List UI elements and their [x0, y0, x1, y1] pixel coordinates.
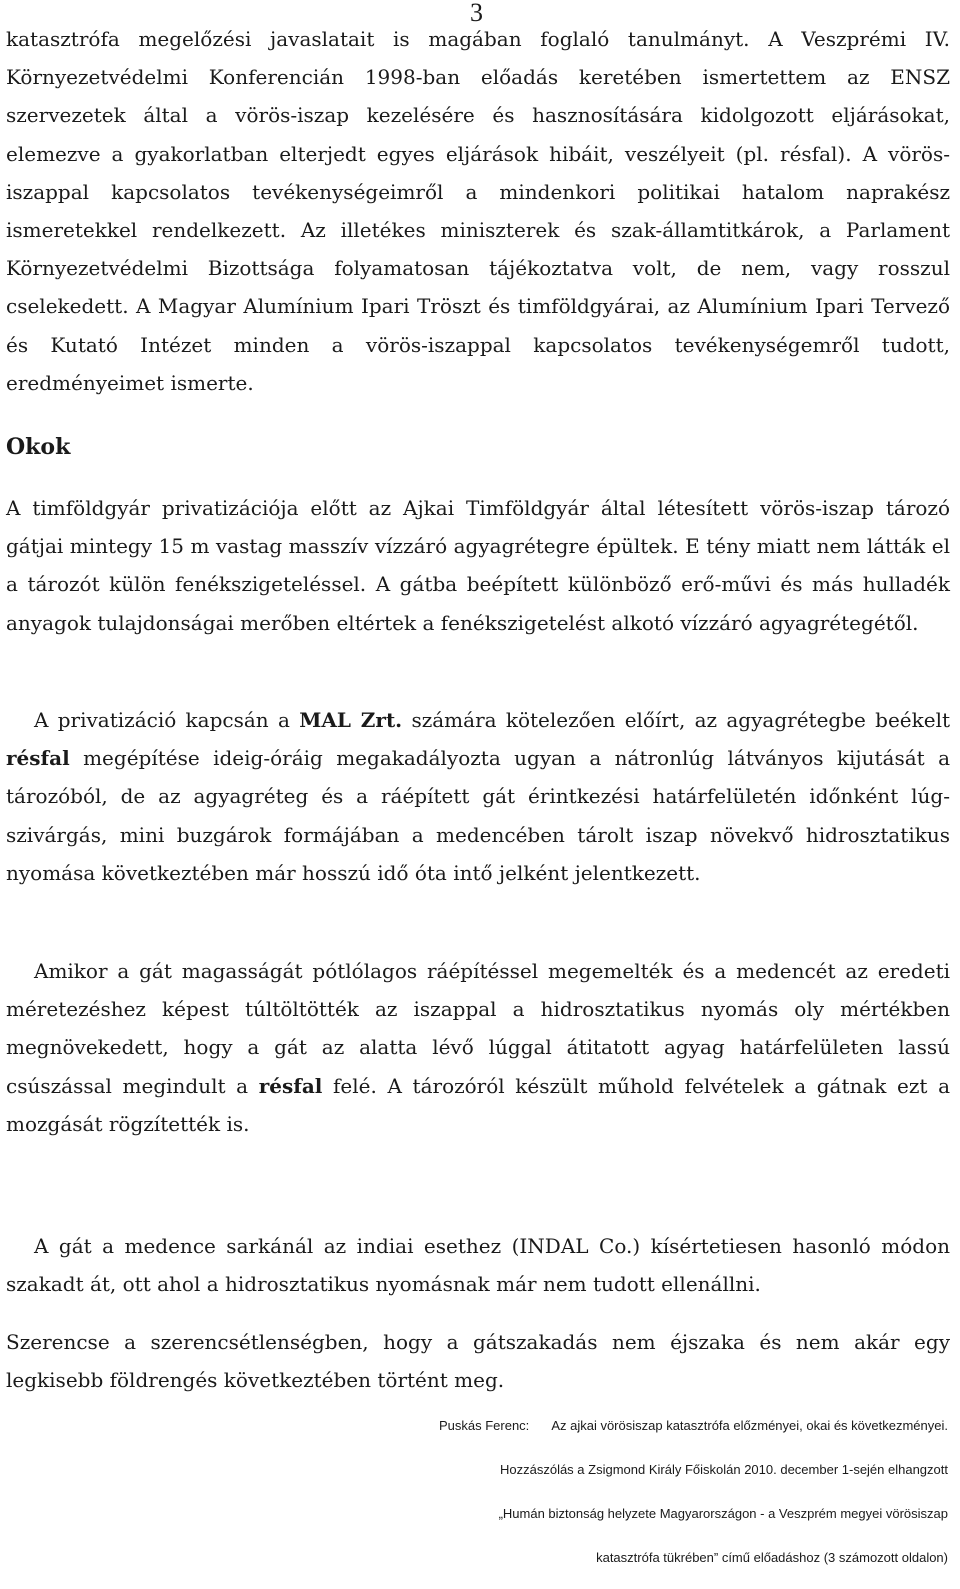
term-resfal: résfal	[6, 746, 70, 771]
intro-paragraph	[6, 20, 950, 402]
page-number: 3	[470, 0, 483, 27]
paragraph-dam-failure	[6, 1227, 950, 1303]
section-heading: Okok	[6, 434, 71, 460]
footer-author: Puskás Ferenc:	[438, 1418, 530, 1433]
footer-citation-line-4: katasztrófa tükrében” című előadáshoz (3 számozott oldalon)	[596, 1550, 948, 1565]
term-resfal: résfal	[258, 1073, 323, 1098]
paragraph-text: számára kötelezően előírt, az agyagrétegbe beékelt	[411, 708, 950, 732]
company-name: MAL Zrt.	[299, 708, 403, 732]
paragraph-text: Amikor a gát magasságát pótlólagos ráépítéssel megemelték és a medencét az eredeti méretezéshez képest túltöltötték az iszappal a hidrosztatikus nyomás oly mértékben megnövekedett, hogy a gát az alatta lévő lúggal átitatott agyag határfelületen lassú csúszással megindult a	[6, 959, 950, 1098]
paragraph-privatization-before	[6, 489, 950, 642]
footer-citation-line-3: „Humán biztonság helyzete Magyarországon - a Veszprém megyei vörösiszap	[498, 1506, 948, 1521]
paragraph-luck	[6, 1323, 950, 1399]
paragraph-text: A timföldgyár privatizációja előtt az Ajkai Timföldgyár által létesített vörös-iszap tározó gátjai mintegy 15 m vastag masszív vízzáró agyagrétegre épültek. E tény miatt nem látták el a tározót külön fenékszigeteléssel. A gátba beépített különböző erő-művi és más hulladék anyagok tulajdonságai merőben eltértek a fenékszigetelést alkotó vízzáró agyagrétegétől.	[6, 496, 950, 635]
paragraph-text: felé. A tározóról készült műhold felvételek a gátnak ezt a mozgását rögzítették is.	[6, 1073, 951, 1136]
paragraph-text: A privatizáció kapcsán a	[34, 708, 290, 732]
paragraph-text: megépítése ideig-óráig megakadályozta ugyan a nátronlúg látványos kijutását a tározóból, de az agyagréteg és a ráépített gát érintkezési határfelületén időnként lúg-szivárgás, mini buzgárok formájában a medencében tárolt iszap növekvő hidrosztatikus nyomása következtében már hosszú idő óta intő jelként jelentkezett.	[6, 746, 951, 885]
paragraph-privatization-after	[6, 701, 950, 892]
intro-paragraph-text: katasztrófa megelőzési javaslatait is magában foglaló tanulmányt. A Veszprémi IV. Környezetvédelmi Konferencián 1998-ban előadás keretében ismertettem az ENSZ szervezetek által a vörös-iszap kezelésére és hasznosítására kidolgozott eljárásokat, elemezve a gyakorlatban elterjedt egyes eljárások hibáit, veszélyeit (pl. résfal). A vörös-iszappal kapcsolatos tevékenységeimről a mindenkori politikai hatalom naprakész ismeretekkel rendelkezett. Az illetékes miniszterek és szak-államtitkárok, a Parlament Környezetvédelmi Bizottsága folyamatosan tájékoztatva volt, de nem, vagy rosszul cselekedett. A Magyar Alumínium Ipari Tröszt és timföldgyárai, az Alumínium Ipari Tervező és Kutató Intézet minden a vörös-iszappal kapcsolatos tevékenységemről tudott, eredményeimet ismerte.	[6, 27, 950, 395]
paragraph-text: A gát a medence sarkánál az indiai esethez (INDAL Co.) kísértetiesen hasonló módon szakadt át, ott ahol a hidrosztatikus nyomásnak már nem tudott ellenállni.	[6, 1234, 950, 1297]
footer-title: Az ajkai vörösiszap katasztrófa előzményei, okai és következményei.	[551, 1418, 948, 1433]
paragraph-text: Szerencse a szerencsétlenségben, hogy a gátszakadás nem éjszaka és nem akár egy legkisebb földrengés következtében történt meg.	[6, 1330, 950, 1393]
footer-citation-line-2: Hozzászólás a Zsigmond Király Főiskolán 2010. december 1-sején elhangzott	[499, 1462, 948, 1477]
paragraph-dam-raising	[6, 952, 950, 1143]
footer-citation-line-1	[308, 1418, 948, 1434]
